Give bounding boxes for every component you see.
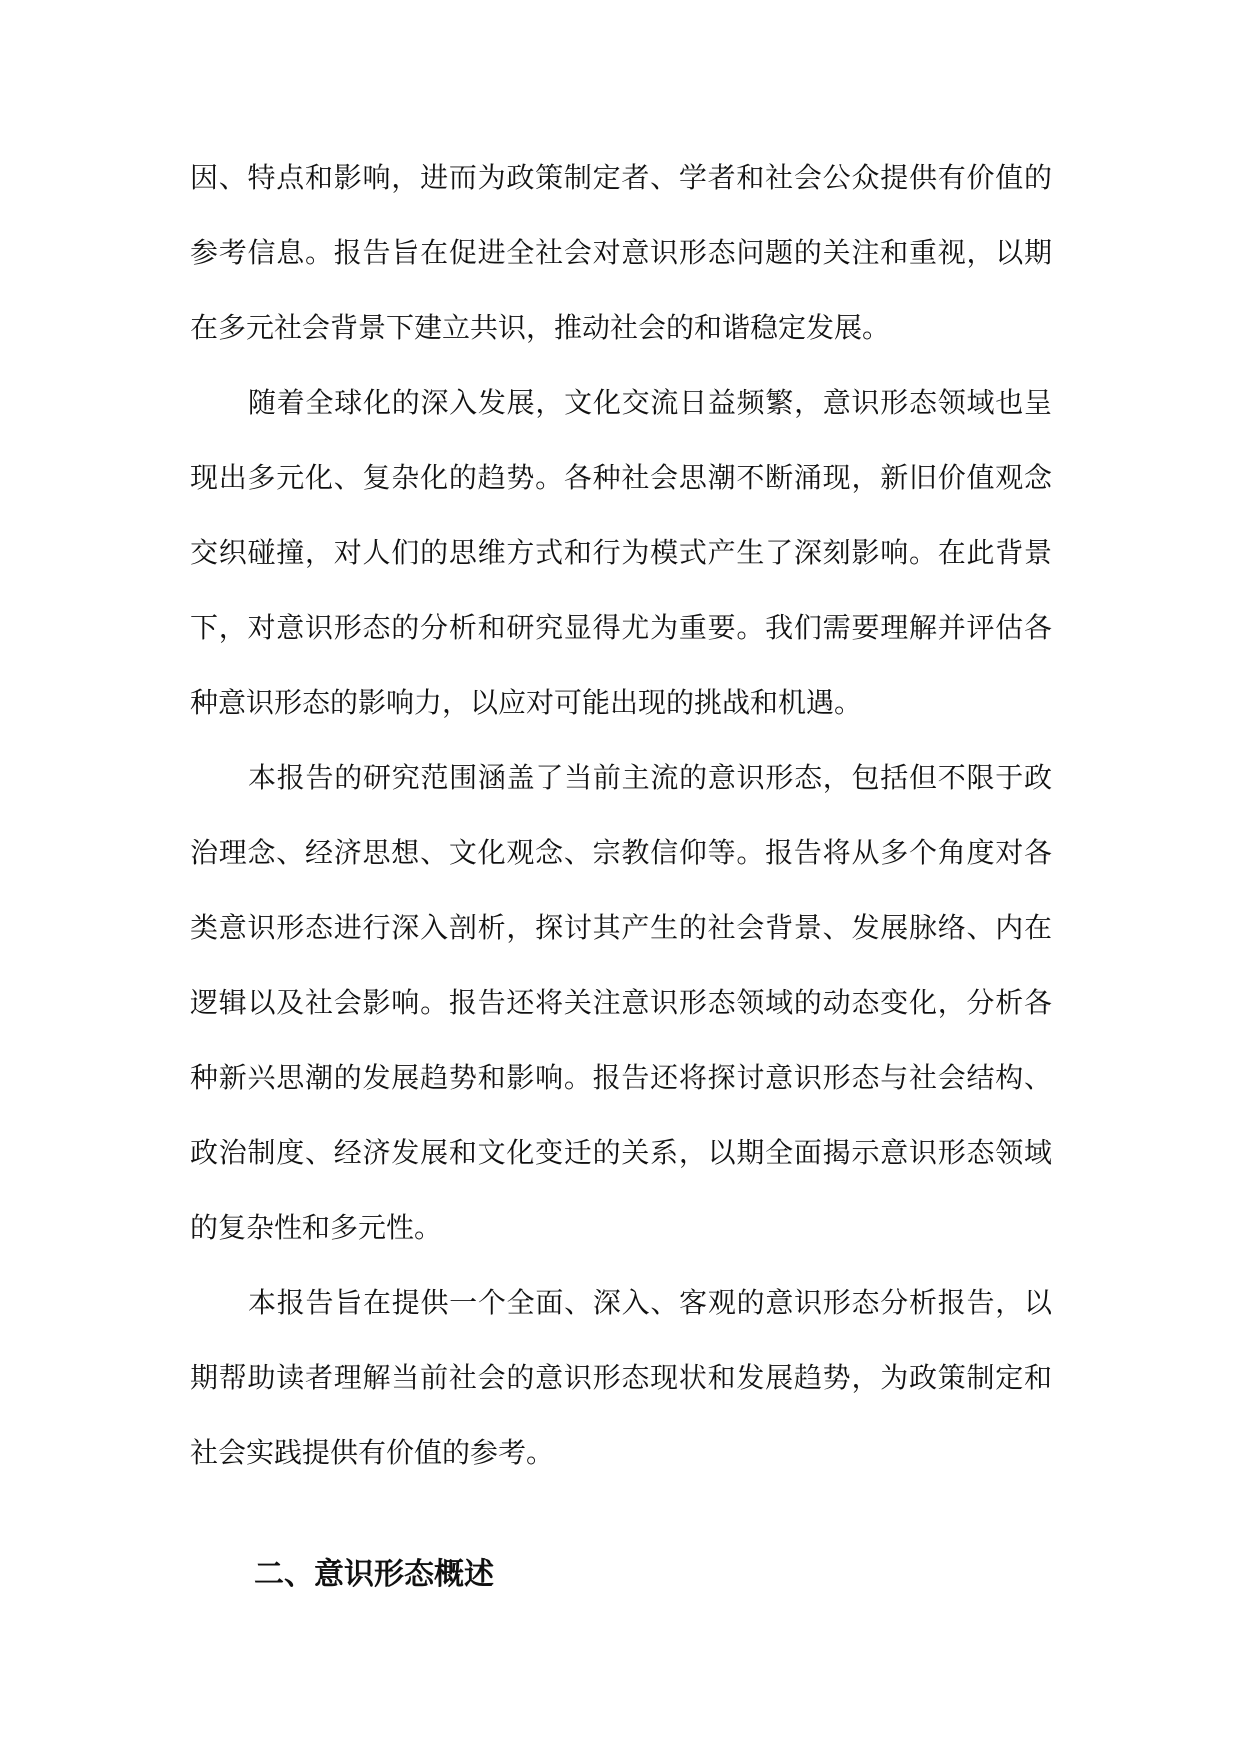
paragraph-continuation: 因、特点和影响，进而为政策制定者、学者和社会公众提供有价值的参考信息。报告旨在促进全社会对意识形态问题的关注和重视，以期在多元社会背景下建立共识，推动社会的和谐稳定发展。 (190, 161, 1052, 344)
paragraph-research-scope: 本报告的研究范围涵盖了当前主流的意识形态，包括但不限于政治理念、经济思想、文化观念、宗教信仰等。报告将从多个角度对各类意识形态进行深入剖析，探讨其产生的社会背景、发展脉络、内在逻辑以及社会影响。报告还将关注意识形态领域的动态变化，分析各种新兴思潮的发展趋势和影响。报告还将探讨意识形态与社会结构、政治制度、经济发展和文化变迁的关系，以期全面揭示意识形态领域的复杂性和多元性。 (190, 761, 1052, 1244)
section-heading: 二、意识形态概述 (254, 1557, 494, 1592)
paragraph-globalization: 随着全球化的深入发展，文化交流日益频繁，意识形态领域也呈现出多元化、复杂化的趋势。各种社会思潮不断涌现，新旧价值观念交织碰撞，对人们的思维方式和行为模式产生了深刻影响。在此背景下，对意识形态的分析和研究显得尤为重要。我们需要理解并评估各种意识形态的影响力，以应对可能出现的挑战和机遇。 (190, 386, 1052, 719)
paragraph-report-purpose: 本报告旨在提供一个全面、深入、客观的意识形态分析报告，以期帮助读者理解当前社会的意识形态现状和发展趋势，为政策制定和社会实践提供有价值的参考。 (190, 1286, 1052, 1469)
document-body (190, 140, 1052, 1605)
